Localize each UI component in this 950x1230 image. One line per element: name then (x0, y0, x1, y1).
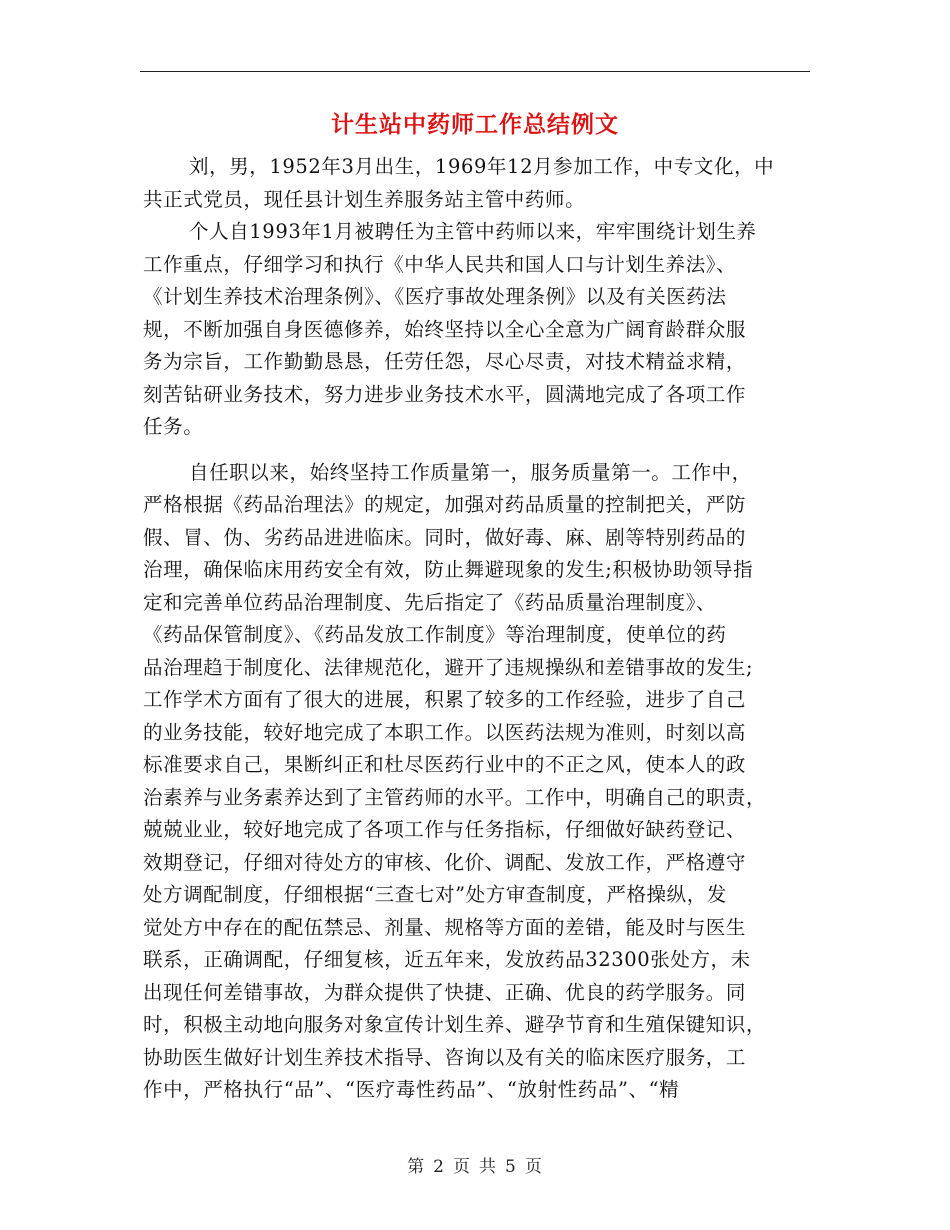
text-line: 效期登记，仔细对待处方的审核、化价、调配、发放工作，严格遵守 (143, 850, 747, 874)
document-body (143, 151, 813, 1107)
text-line: 治素养与业务素养达到了主管药师的水平。工作中，明确自己的职责， (143, 785, 767, 809)
document-title: 计生站中药师工作总结例文 (331, 111, 619, 138)
text-line: 联系，正确调配，仔细复核，近五年来，发放药品32300张处方，未 (143, 948, 751, 971)
text-line: 觉处方中存在的配伍禁忌、剂量、规格等方面的差错，能及时与医生 (143, 915, 747, 939)
footer-total-prefix: 共 (479, 1157, 497, 1177)
page-total: 5 (505, 1157, 517, 1177)
text-line: 出现任何差错事故，为群众提供了快捷、正确、优良的药学服务。同 (143, 980, 747, 1004)
text-line: 刻苦钻研业务技术，努力进步业务技术水平，圆满地完成了各项工作 (143, 382, 747, 406)
text-line: 假、冒、伪、劣药品进进临床。同时，做好毒、麻、剧等特别药品的 (143, 525, 747, 549)
text-line: 共正式党员，现任县计划生养服务站主管中药师。 (143, 187, 586, 211)
text-line: 治理，确保临床用药安全有效，防止舞避现象的发生;积极协助领导指 (143, 558, 754, 581)
footer-prefix: 第 (407, 1157, 426, 1177)
text-line: 作中，严格执行“品”、“医疗毒性药品”、“放射性药品”、“精 (143, 1078, 680, 1101)
text-line: 品治理趋于制度化、法律规范化，避开了违规操纵和差错事故的发生; (143, 655, 754, 679)
text-line: 刘，男，1952年3月出生，1969年12月参加工作，中专文化，中 (189, 155, 775, 178)
text-line: 兢兢业业，较好地完成了各项工作与任务指标，仔细做好缺药登记、 (143, 818, 747, 841)
text-line: 自任职以来，始终坚持工作质量第一，服务质量第一。工作中， (189, 460, 752, 484)
text-line: 处方调配制度，仔细根据“三查七对”处方审查制度，严格操纵，发 (143, 883, 727, 906)
text-line: 任务。 (143, 415, 204, 438)
page-footer (0, 1152, 950, 1177)
footer-suffix: 页 (524, 1157, 543, 1177)
header-rule (140, 71, 810, 72)
text-line: 协助医生做好计划生养技术指导、咨询以及有关的临床医疗服务，工 (143, 1045, 747, 1069)
page-current: 2 (433, 1157, 445, 1177)
text-line: 规，不断加强自身医德修养，始终坚持以全心全意为广阔育龄群众服 (143, 317, 747, 341)
text-line: 《计划生养技术治理条例》、《医疗事故处理条例》以及有关医药法 (143, 285, 727, 308)
text-line: 标准要求自己，果断纠正和杜尽医药行业中的不正之风，使本人的政 (143, 753, 747, 776)
text-line: 《药品保管制度》、《药品发放工作制度》等治理制度，使单位的药 (143, 623, 727, 646)
text-line: 务为宗旨，工作勤勤恳恳，任劳任怨，尽心尽责，对技术精益求精， (143, 350, 747, 373)
text-line: 的业务技能，较好地完成了本职工作。以医药法规为准则，时刻以高 (143, 720, 747, 744)
paragraph (143, 151, 813, 216)
text-line: 工作重点，仔细学习和执行《中华人民共和国人口与计划生养法》、 (143, 252, 737, 276)
text-line: 工作学术方面有了很大的进展，积累了较多的工作经验，进步了自己 (143, 688, 747, 711)
text-line: 时，积极主动地向服务对象宣传计划生养、避孕节育和生殖保键知识， (143, 1013, 767, 1036)
paragraph (143, 216, 813, 444)
text-line: 个人自1993年1月被聘任为主管中药师以来，牢牢围绕计划生养 (189, 220, 757, 243)
paragraph (143, 457, 813, 1107)
footer-page-word: 页 (453, 1157, 471, 1177)
text-line: 定和完善单位药品治理制度、先后指定了《药品质量治理制度》、 (143, 590, 717, 614)
text-line: 严格根据《药品治理法》的规定，加强对药品质量的控制把关，严防 (143, 493, 747, 516)
